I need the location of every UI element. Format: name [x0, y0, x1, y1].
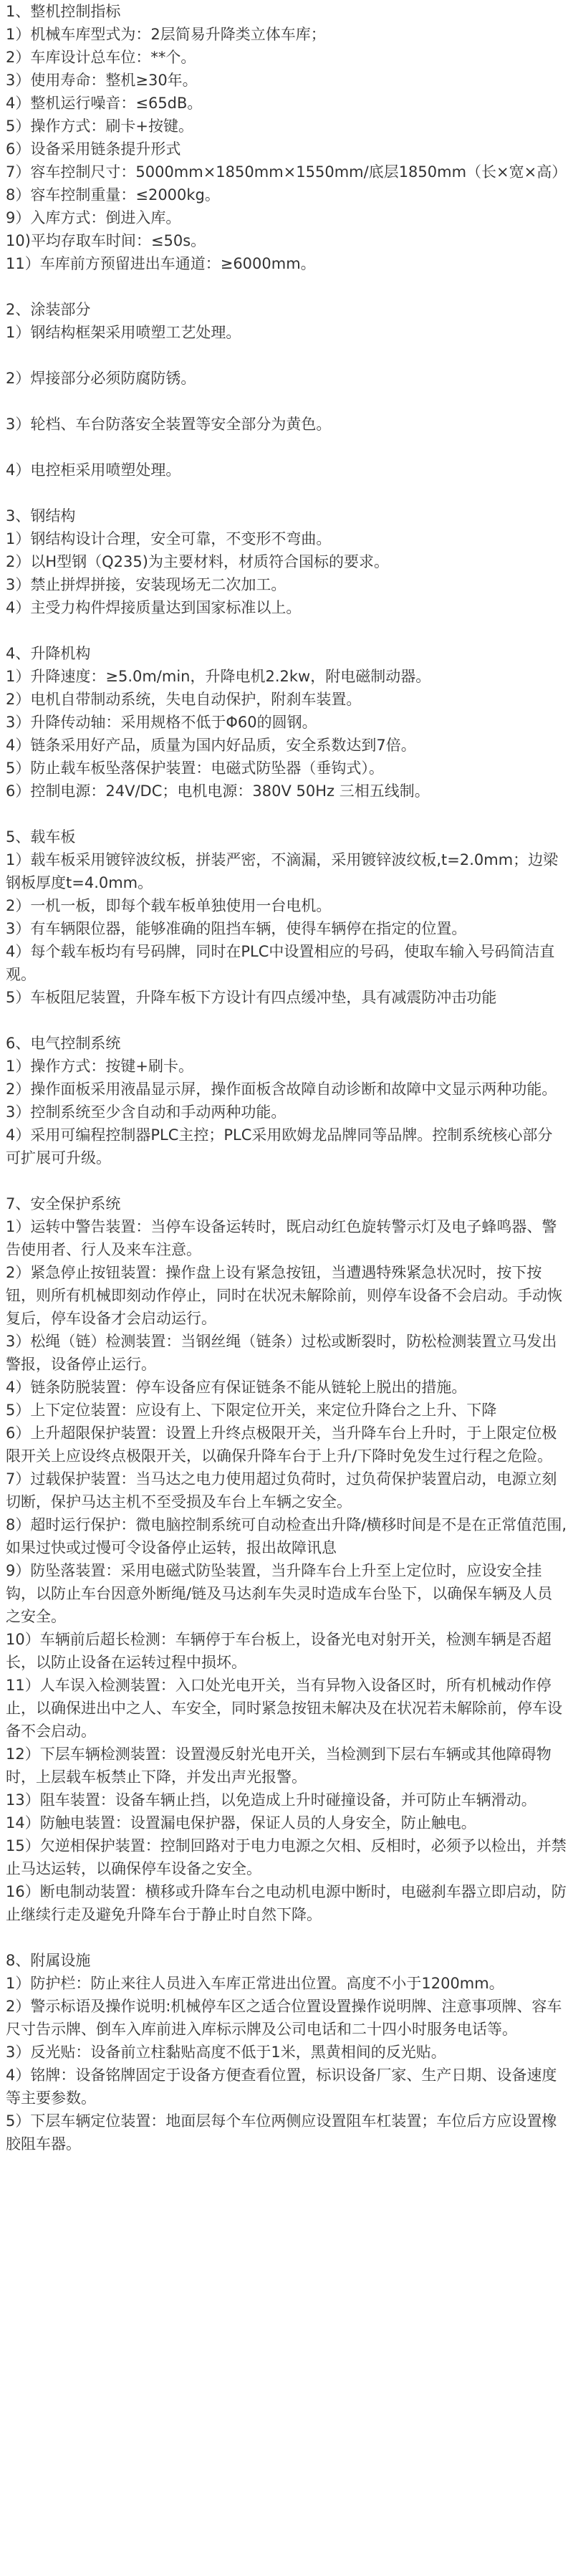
list-item: 4）采用可编程控制器PLC主控；PLC采用欧姆龙品牌同等品牌。控制系统核心部分可扩展可升级。 — [6, 1126, 553, 1167]
list-item: 3）升降传动轴：采用规格不低于Φ60的圆钢。 — [6, 714, 317, 731]
list-item: 8）超时运行保护：微电脑控制系统可自动检查出升降/横移时间是不是在正常值范围,如果过快或过慢可令设备停止运转，报出故障讯息 — [6, 1516, 567, 1556]
list-item: 5）操作方式：刷卡+按键。 — [6, 118, 193, 135]
list-item: 3）使用寿命：整机≥30年。 — [6, 72, 198, 89]
section-title: 6、电气控制系统 — [6, 1035, 121, 1052]
list-item: 10)平均存取车时间：≤50s。 — [6, 232, 206, 249]
list-item: 1）升降速度：≥5.0m/min，升降电机2.2kw，附电磁制动器。 — [6, 668, 431, 685]
list-item: 4）电控柜采用喷塑处理。 — [6, 461, 181, 479]
list-item: 4）整机运行噪音：≤65dB。 — [6, 95, 203, 112]
section-title: 8、附属设施 — [6, 1952, 91, 1969]
list-item: 6）控制电源：24V/DC；电机电源：380V 50Hz 三相五线制。 — [6, 782, 430, 800]
section — [6, 1192, 567, 1926]
list-item: 2）紧急停止按钮装置：操作盘上设有紧急按钮，当遭遇特殊紧急状况时，按下按钮，则所有机械即刻动作停止，同时在状况未解除前，则停车设备不会启动。手动恢复后，停车设备才会启动运行。 — [6, 1264, 562, 1327]
list-item: 2）车库设计总车位：**个。 — [6, 49, 196, 66]
blank-line — [6, 390, 567, 413]
section-title: 4、升降机构 — [6, 645, 91, 662]
list-item: 4）每个载车板均有号码牌，同时在PLC中设置相应的号码，使取车输入号码简洁直观。 — [6, 943, 555, 983]
list-item: 5）下层车辆定位装置：地面层每个车位两侧应设置阻车杠装置；车位后方应设置橡胶阻车器。 — [6, 2112, 557, 2153]
list-item: 1）载车板采用镀锌波纹板，拼装严密，不滴漏，采用镀锌波纹板,t=2.0mm；边梁钢板厚度t=4.0mm。 — [6, 851, 559, 891]
list-item: 3）松绳（链）检测装置：当钢丝绳（链条）过松或断裂时，防松检测装置立马发出警报，设备停止运行。 — [6, 1333, 557, 1373]
blank-line — [6, 436, 567, 459]
section-title: 2、涂装部分 — [6, 301, 91, 318]
list-item: 3）轮档、车台防落安全装置等安全部分为黄色。 — [6, 416, 332, 433]
list-item: 1）运转中警告装置：当停车设备运转时，既启动红色旋转警示灯及电子蜂鸣器、警告使用者、行人及来车注意。 — [6, 1218, 557, 1258]
list-item: 11）车库前方预留进出车通道：≥6000mm。 — [6, 255, 316, 272]
list-item: 10）车辆前后超长检测：车辆停于车台板上，设备光电对射开关，检测车辆是否超长，以防止设备在运转过程中损坏。 — [6, 1631, 552, 1671]
list-item: 16）断电制动装置：横移或升降车台之电动机电源中断时，电磁刹车器立即启动，防止继续行走及避免升降车台于静止时自然下降。 — [6, 1883, 567, 1923]
section — [6, 298, 567, 482]
section-title: 3、钢结构 — [6, 507, 76, 525]
list-item: 3）反光贴：设备前立柱黏贴高度不低于1米，黑黄相间的反光贴。 — [6, 2044, 446, 2061]
section-title: 5、载车板 — [6, 828, 76, 846]
section — [6, 1949, 567, 2155]
list-item: 4）链条防脱装置：停车设备应有保证链条不能从链轮上脱出的措施。 — [6, 1379, 467, 1396]
list-item: 1）钢结构设计合理，安全可靠，不变形不弯曲。 — [6, 530, 332, 547]
section-gap — [6, 1169, 567, 1192]
list-item: 2）以H型钢（Q235)为主要材料，材质符合国标的要求。 — [6, 553, 389, 570]
section-gap — [6, 275, 567, 298]
section — [6, 1032, 567, 1169]
list-item: 11）人车误入检测装置：入口处光电开关，当有异物入设备区时，所有机械动作停止，以确保进出中之人、车安全，同时紧急按钮未解决及在状况若未解除前，停车设备不会启动。 — [6, 1677, 562, 1740]
list-item: 6）设备采用链条提升形式 — [6, 140, 181, 158]
list-item: 9）防坠落装置：采用电磁式防坠装置，当升降车台上升至上定位时，应设安全挂钩，以防止车台因意外断绳/链及马达刹车失灵时造成车台坠下，以确保车辆及人员之安全。 — [6, 1562, 553, 1625]
list-item: 13）阻车装置：设备车辆止挡，以免造成上升时碰撞设备，并可防止车辆滑动。 — [6, 1791, 536, 1809]
list-item: 1）机械车库型式为：2层简易升降类立体车库； — [6, 26, 326, 43]
list-item: 5）防止载车板坠落保护装置：电磁式防坠器（垂钩式）。 — [6, 760, 384, 777]
list-item: 4）铭牌：设备铭牌固定于设备方便查看位置，标识设备厂家、生产日期、设备速度等主要参数。 — [6, 2067, 557, 2107]
section — [6, 825, 567, 1009]
section — [6, 0, 567, 275]
list-item: 2）操作面板采用液晶显示屏，操作面板含故障自动诊断和故障中文显示两种功能。 — [6, 1081, 557, 1098]
list-item: 14）防触电装置：设置漏电保护器，保证人员的人身安全，防止触电。 — [6, 1814, 476, 1832]
list-item: 1）钢结构框架采用喷塑工艺处理。 — [6, 324, 241, 341]
section — [6, 504, 567, 619]
blank-line — [6, 344, 567, 367]
list-item: 2）电机自带制动系统，失电自动保护，附刹车装置。 — [6, 691, 362, 708]
list-item: 5）车板阻尼装置，升降车板下方设计有四点缓冲垫，具有减震防冲击功能 — [6, 989, 497, 1006]
list-item: 4）链条采用好产品，质量为国内好品质，安全系数达到7倍。 — [6, 737, 416, 754]
list-item: 8）容车控制重量：≤2000kg。 — [6, 186, 220, 204]
list-item: 2）焊接部分必须防腐防锈。 — [6, 370, 196, 387]
list-item: 9）入库方式：倒进入库。 — [6, 209, 181, 226]
list-item: 3）有车辆限位器，能够准确的阻挡车辆，使得车辆停在指定的位置。 — [6, 920, 467, 937]
section-gap — [6, 803, 567, 825]
section — [6, 642, 567, 803]
list-item: 4）主受力构件焊接质量达到国家标准以上。 — [6, 599, 302, 616]
list-item: 15）欠逆相保护装置：控制回路对于电力电源之欠相、反相时，必须予以检出，并禁止马达运转，以确保停车设备之安全。 — [6, 1837, 567, 1877]
list-item: 3）控制系统至少含自动和手动两种功能。 — [6, 1103, 286, 1121]
section-gap — [6, 1926, 567, 1949]
list-item: 7）容车控制尺寸：5000mm×1850mm×1550mm/底层1850mm（长×宽×高） — [6, 163, 567, 181]
list-item: 6）上升超限保护装置：设置上升终点极限开关，当升降车台上升时，于上限定位极限开关上应设终点极限开关，以确保升降车台于上升/下降时免发生过行程之危险。 — [6, 1425, 557, 1465]
list-item: 12）下层车辆检测装置：设置漫反射光电开关，当检测到下层右车辆或其他障碍物时，上层载车板禁止下降，并发出声光报警。 — [6, 1746, 552, 1786]
section-gap — [6, 619, 567, 642]
list-item: 2）一机一板，即每个载车板单独使用一台电机。 — [6, 897, 332, 914]
list-item: 7）过载保护装置：当马达之电力使用超过负荷时，过负荷保护装置启动，电源立刻切断，保护马达主机不至受损及车台上车辆之安全。 — [6, 1470, 557, 1510]
section-gap — [6, 482, 567, 504]
section-title: 1、整机控制指标 — [6, 3, 121, 20]
section-gap — [6, 1009, 567, 1032]
list-item: 2）警示标语及操作说明:机械停车区之适合位置设置操作说明牌、注意事项牌、容车尺寸告示牌、倒车入库前进入库标示牌及公司电话和二十四小时服务电话等。 — [6, 1998, 562, 2038]
list-item: 1）操作方式：按键+刷卡。 — [6, 1058, 193, 1075]
section-title: 7、安全保护系统 — [6, 1195, 121, 1212]
list-item: 5）上下定位装置：应设有上、下限定位开关，来定位升降台之上升、下降 — [6, 1402, 497, 1419]
list-item: 3）禁止拼焊拼接，安装现场无二次加工。 — [6, 576, 286, 593]
list-item: 1）防护栏：防止来往人员进入车库正常进出位置。高度不小于1200mm。 — [6, 1975, 504, 1992]
